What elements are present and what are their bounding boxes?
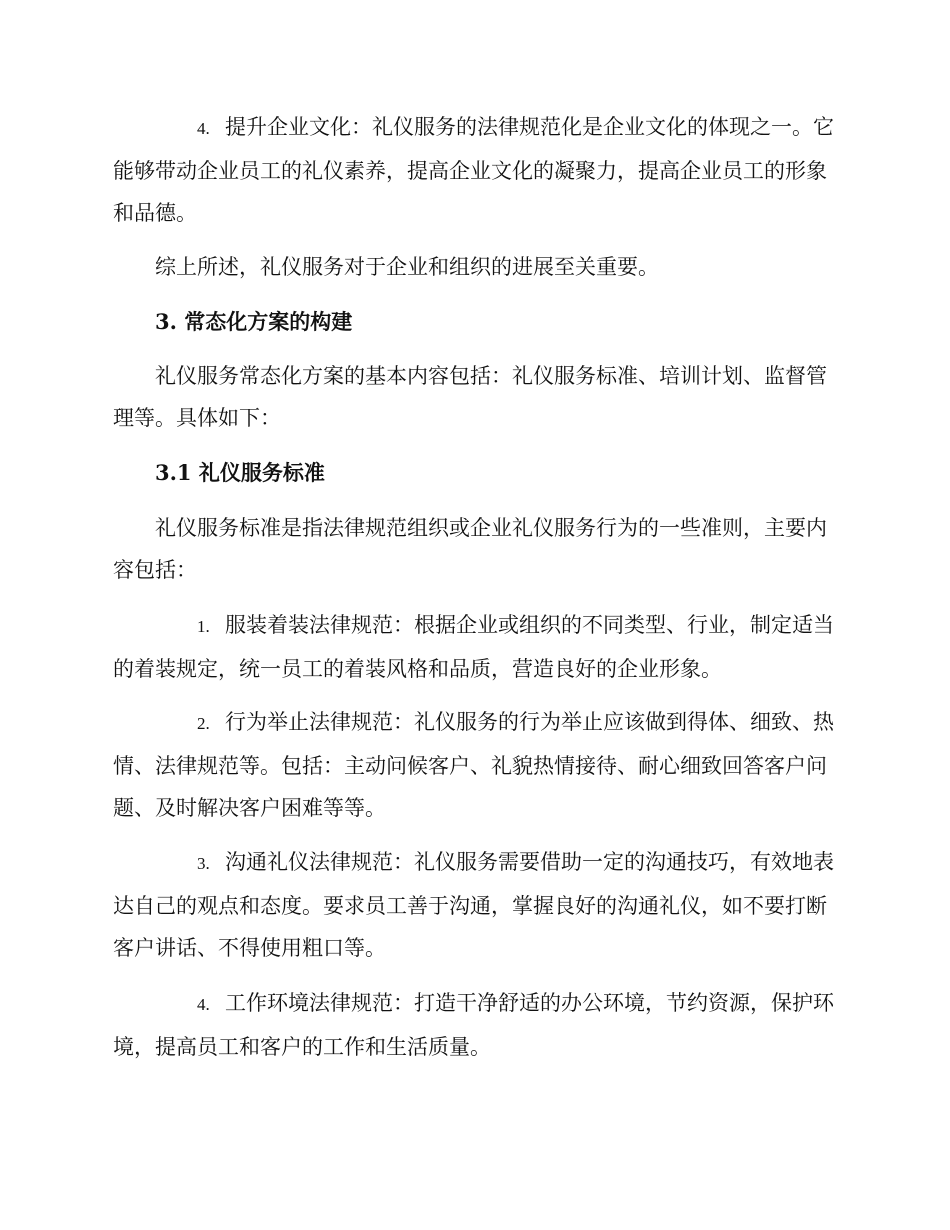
section-3-paragraph: 礼仪服务常态化方案的基本内容包括：礼仪服务标准、培训计划、监督管理等。具体如下：	[113, 364, 827, 430]
list-item	[113, 106, 835, 234]
list-item	[113, 982, 835, 1068]
section-heading-3: 3. 常态化方案的构建	[155, 309, 353, 334]
item-number: 3.	[197, 854, 210, 873]
item-number: 4.	[197, 995, 210, 1014]
list-item	[113, 701, 835, 829]
summary-paragraph: 综上所述，礼仪服务对于企业和组织的进展至关重要。	[155, 255, 659, 279]
item-number: 2.	[197, 714, 210, 733]
item-text: 工作环境法律规范：打造干净舒适的办公环境，节约资源，保护环境，提高员工和客户的工作和生活质量。	[113, 991, 834, 1059]
item-number: 4.	[197, 119, 210, 138]
item-text: 提升企业文化：礼仪服务的法律规范化是企业文化的体现之一。它能够带动企业员工的礼仪素养，提高企业文化的凝聚力，提高企业员工的形象和品德。	[113, 115, 834, 225]
list-item	[113, 604, 835, 690]
section-heading-3-1: 3.1 礼仪服务标准	[155, 460, 325, 485]
item-text: 行为举止法律规范：礼仪服务的行为举止应该做到得体、细致、热情、法律规范等。包括：主动问候客户、礼貌热情接待、耐心细致回答客户问题、及时解决客户困难等等。	[113, 710, 834, 820]
item-number: 1.	[197, 617, 210, 636]
item-text: 沟通礼仪法律规范：礼仪服务需要借助一定的沟通技巧，有效地表达自己的观点和态度。要求员工善于沟通，掌握良好的沟通礼仪，如不要打断客户讲话、不得使用粗口等。	[113, 850, 834, 960]
list-item	[113, 841, 835, 969]
section-3-1-paragraph: 礼仪服务标准是指法律规范组织或企业礼仪服务行为的一些准则，主要内容包括：	[113, 516, 827, 582]
item-text: 服装着装法律规范：根据企业或组织的不同类型、行业，制定适当的着装规定，统一员工的着装风格和品质，营造良好的企业形象。	[113, 613, 834, 681]
